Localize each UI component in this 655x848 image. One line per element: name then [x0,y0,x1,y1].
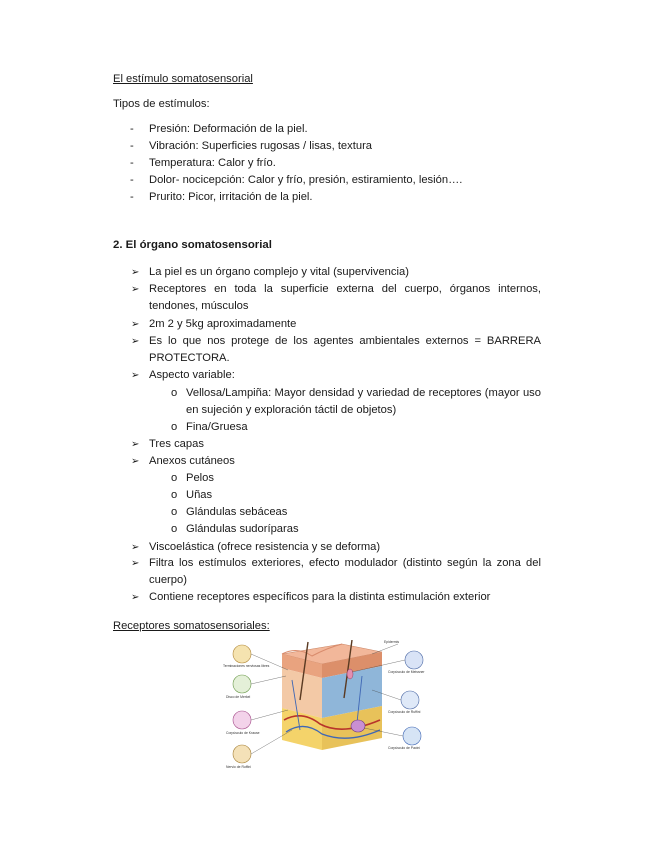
label-merkel: Disco de Merkel [226,695,251,699]
section-title-organo: 2. El órgano somatosensorial [113,239,272,251]
arrow-bullet-icon: ➢ [131,336,140,347]
circle-bullet: o [171,387,178,399]
dash-marker: - [130,191,134,203]
skin-diagram-svg [222,640,440,774]
arrow-bullet-icon: ➢ [131,592,140,603]
inset-ruffini [401,691,419,709]
dash-marker: - [130,157,134,169]
leader-line [372,644,398,654]
section-title-receptores: Receptores somatosensoriales: [113,620,270,632]
sub-list-item-text: Glándulas sebáceas [186,506,288,518]
sub-list-item-text: Fina/Gruesa [186,421,248,433]
list-item-text: Vibración: Superficies rugosas / lisas, textura [149,140,373,152]
label-krause: Corpúsculo de Krause [226,731,260,735]
list-item-text: Temperatura: Calor y frío. [149,157,276,169]
dash-marker: - [130,140,134,152]
leader-line [251,676,286,684]
list-item-text: Aspecto variable: [149,369,235,381]
circle-bullet: o [171,472,178,484]
list-item-text: 2m 2 y 5kg aproximadamente [149,318,297,330]
inset-merkel [233,675,251,693]
arrow-bullet-icon: ➢ [131,284,140,295]
arrow-bullet-icon: ➢ [131,558,140,569]
inset-meissner [405,651,423,669]
arrow-bullet-icon: ➢ [131,456,140,467]
list-item-text: Viscoelástica (ofrece resistencia y se deforma) [149,541,381,553]
sub-list-item-text: Uñas [186,489,213,501]
sub-list-item-text: Vellosa/Lampiña: Mayor densidad y variedad de receptores (mayor uso en sujeción y exploración táctil de objetos) [186,387,541,417]
list-item-text: Dolor- nocicepción: Calor y frío, presión, estiramiento, lesión…. [149,174,463,186]
arrow-bullet-icon: ➢ [131,439,140,450]
list-item-text: Filtra los estímulos exteriores, efecto modulador (distinto según la zona del cuerpo) [149,557,541,587]
pacini-body [351,720,365,732]
dash-marker: - [130,123,134,135]
label-ruffini-nerve: Nervio de Ruffini [226,765,252,769]
circle-bullet: o [171,506,178,518]
list-item-text: Es lo que nos protege de los agentes ambientales externos = BARRERA PROTECTORA. [149,335,541,365]
meissner-body [347,669,353,679]
arrow-bullet-icon: ➢ [131,542,140,553]
list-item-text: Prurito: Picor, irritación de la piel. [149,191,313,203]
list-item-text: La piel es un órgano complejo y vital (supervivencia) [149,266,409,278]
skin-receptors-diagram [222,640,440,774]
circle-bullet: o [171,489,178,501]
subtitle-tipos: Tipos de estímulos: [113,98,210,110]
list-item-text: Presión: Deformación de la piel. [149,123,308,135]
sub-list-item-text: Glándulas sudoríparas [186,523,299,535]
list-item-text: Anexos cutáneos [149,455,235,467]
inset-krause [233,711,251,729]
circle-bullet: o [171,523,178,535]
label-meissner: Corpúsculo de Meissner [388,670,425,674]
label-epidermis: Epidermis [384,640,400,644]
list-item-text: Receptores en toda la superficie externa del cuerpo, órganos internos, tendones, músculos [149,283,541,313]
arrow-bullet-icon: ➢ [131,267,140,278]
arrow-bullet-icon: ➢ [131,370,140,381]
label-pacini: Corpúsculo de Pacini [388,746,421,750]
inset-pacini [403,727,421,745]
section-title-estimulo: El estímulo somatosensorial [113,73,253,85]
label-free-endings: Terminaciones nerviosas libres [223,664,270,668]
arrow-bullet-icon: ➢ [131,319,140,330]
inset-ruffini-nerve [233,745,251,763]
circle-bullet: o [171,421,178,433]
list-item-text: Contiene receptores específicos para la distinta estimulación exterior [149,591,491,603]
label-ruffini: Corpúsculo de Ruffini [388,710,421,714]
inset-free-endings [233,645,251,663]
sub-list-item-text: Pelos [186,472,214,484]
list-item-text: Tres capas [149,438,204,450]
dash-marker: - [130,174,134,186]
